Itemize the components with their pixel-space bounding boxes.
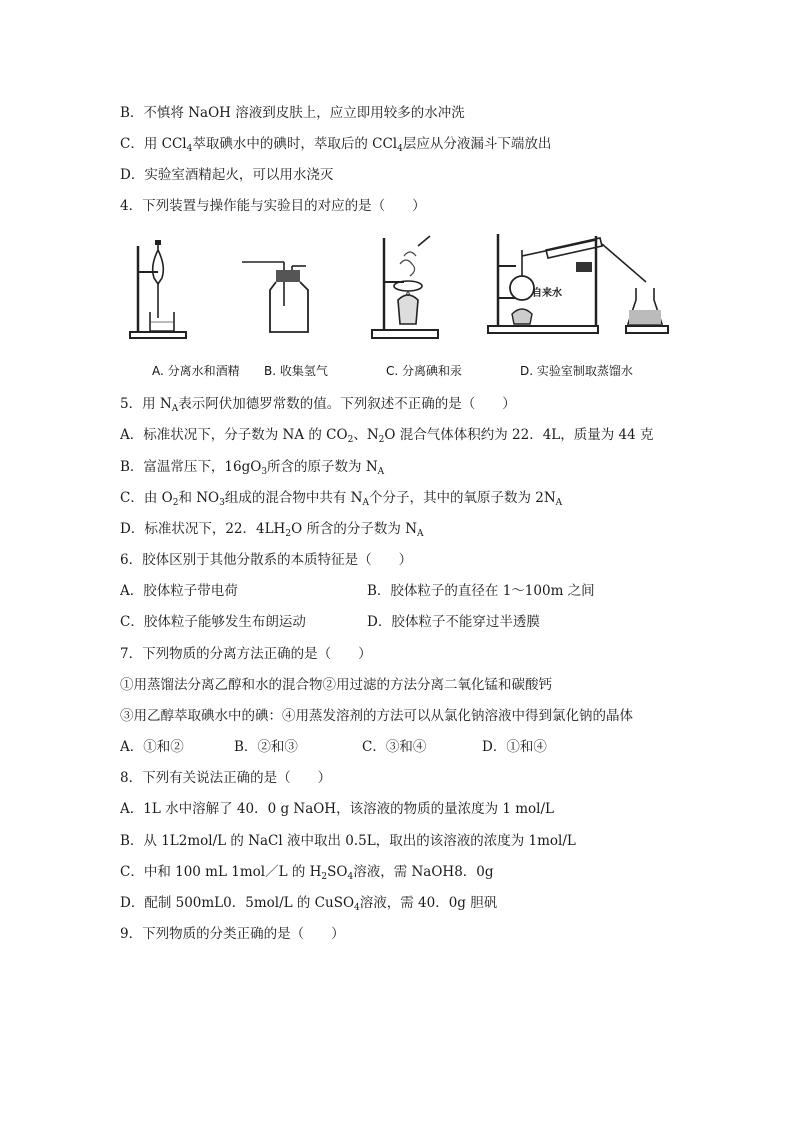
q8-option-c: C．中和 100 mL 1mol／L 的 $H_2SO_4$溶液，需 NaOH8．0g	[120, 864, 494, 882]
figure-d-caption: D. 实验室制取蒸馏水	[520, 364, 633, 378]
figure-c-sublimation	[370, 226, 440, 346]
q5-option-c: C．由 $O_2$和 $NO_3$组成的混合物中共有 $N_A$个分子，其中的氧原子数为 $2N_A$	[120, 490, 563, 508]
q5-stem: 5．用 $N_A$表示阿伏加德罗常数的值。下列叙述不正确的是（ ）	[120, 396, 516, 414]
q7-item-1-2: ①用蒸馏法分离乙醇和水的混合物②用过滤的方法分离二氧化锰和碳酸钙	[120, 677, 552, 693]
figure-c-caption: C. 分离碘和汞	[386, 364, 463, 378]
q7-option-b: B．②和③	[234, 739, 298, 755]
sublimation-apparatus-icon	[370, 226, 440, 346]
q3-option-d: D．实验室酒精起火，可以用水浇灭	[120, 167, 334, 183]
q7-stem: 7．下列物质的分离方法正确的是（ ）	[120, 646, 372, 662]
figure-d-distillation	[486, 226, 672, 341]
q6-option-b: B．胶体粒子的直径在 1～100m 之间	[367, 583, 595, 599]
q4-figures	[120, 226, 672, 386]
separatory-funnel-icon	[128, 226, 188, 346]
q7-option-a: A．①和②	[120, 739, 184, 755]
q8-option-a: A．1L 水中溶解了 40．0 g NaOH，该溶液的物质的量浓度为 1 mol/L	[120, 801, 555, 817]
q8-option-b: B．从 1L2mol/L 的 NaCl 液中取出 0.5L，取出的该溶液的浓度为 1mol/L	[120, 833, 576, 849]
q3-option-b: B．不慎将 NaOH 溶液到皮肤上，应立即用较多的水冲洗	[120, 105, 465, 121]
figure-a-separatory-funnel	[128, 226, 188, 346]
q6-stem: 6．胶体区别于其他分散系的本质特征是（ ）	[120, 552, 413, 568]
q4-stem: 4．下列装置与操作能与实验目的对应的是（ ）	[120, 198, 426, 214]
q7-option-d: D．①和④	[482, 739, 547, 755]
figure-b-caption: B. 收集氢气	[264, 364, 328, 378]
q6-option-d: D．胶体粒子不能穿过半透膜	[367, 614, 540, 630]
q8-option-d: D．配制 500mL0．5mol/L 的 CuSO$_4$溶液，需 40．0g 胆矾	[120, 895, 498, 913]
q8-stem: 8．下列有关说法正确的是（ ）	[120, 770, 332, 786]
q7-options	[120, 738, 547, 756]
q5-option-a: A．标准状况下，分子数为 NA 的 $CO_2$、$N_2O$ 混合气体体积约为 22．4L，质量为 44 克	[120, 427, 654, 445]
gas-bottle-icon	[240, 256, 320, 336]
q7-item-3-4: ③用乙醇萃取碘水中的碘：④用蒸发溶剂的方法可以从氯化钠溶液中得到氯化钠的晶体	[120, 708, 633, 724]
q7-option-c: C．③和④	[362, 739, 427, 755]
q3-option-c: C．用 CCl$_4$萃取碘水中的碘时，萃取后的 CCl$_4$层应从分液漏斗下端放出	[120, 136, 552, 154]
q5-option-b: B．富温常压下，$16gO_3$所含的原子数为 $N_A$	[120, 459, 385, 477]
figure-a-caption: A. 分离水和酒精	[152, 364, 240, 378]
q9-stem: 9．下列物质的分类正确的是（ ）	[120, 926, 345, 942]
q6-option-c: C．胶体粒子能够发生布朗运动	[120, 614, 306, 630]
q5-option-d: D．标准状况下，22．$4LH_2O$ 所含的分子数为 $N_A$	[120, 521, 424, 539]
figure-b-gas-bottle	[240, 256, 320, 336]
figure-d-tapwater-label: 自来水	[532, 288, 562, 299]
q6-option-a: A．胶体粒子带电荷	[120, 583, 238, 599]
distillation-apparatus-icon	[486, 226, 672, 341]
